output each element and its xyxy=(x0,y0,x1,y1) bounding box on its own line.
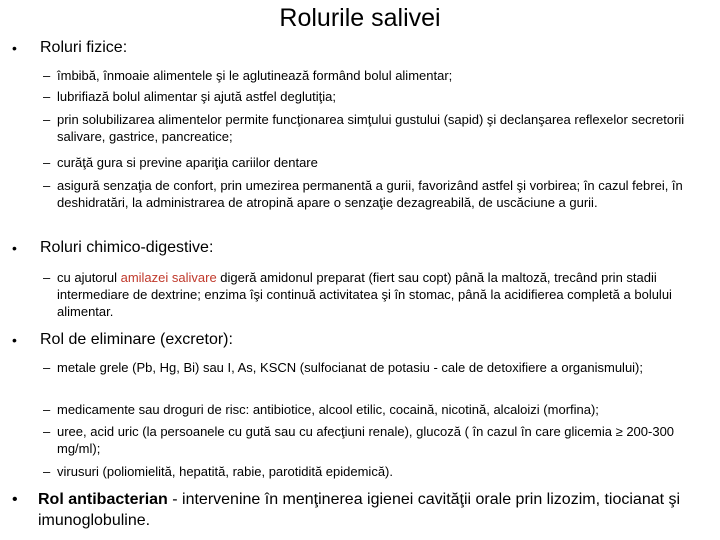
list-item: – uree, acid uric (la persoanele cu gută sau cu afecţiuni renale), glucoză ( în cazul în care glicemia ≥ 200-300 mg/ml); xyxy=(43,424,675,456)
bullet-icon: • xyxy=(12,332,17,348)
bullet-icon: • xyxy=(12,40,17,56)
list-item: – metale grele (Pb, Hg, Bi) sau I, As, KSCN (sulfocianat de potasiu - cale de detoxifiere a organismului); xyxy=(43,360,644,375)
dash-icon: – xyxy=(43,402,51,417)
bullet-icon: • xyxy=(12,491,18,508)
dash-icon: – xyxy=(43,178,51,193)
section-heading: Rol antibacterian xyxy=(38,491,168,508)
list-item: – medicamente sau droguri de risc: antibiotice, alcool etilic, cocaină, nicotină, alcaloizi (morfina); xyxy=(43,402,599,417)
dash-icon: – xyxy=(43,424,51,439)
dash-icon: – xyxy=(43,464,51,479)
dash-icon: – xyxy=(43,112,51,127)
dash-icon: – xyxy=(43,270,51,285)
section-heading: Roluri chimico-digestive: xyxy=(40,239,214,256)
dash-icon: – xyxy=(43,68,51,83)
list-item: – îmbibă, înmoaie alimentele şi le aglutinează formând bolul alimentar; xyxy=(43,68,453,83)
highlight-text: amilazei salivare xyxy=(120,270,217,285)
list-item: – prin solubilizarea alimentelor permite funcţionarea simţului gustului (sapid) şi declanşarea reflexelor secretorii salivare, gastrice, pancreatice; xyxy=(43,112,685,144)
bullet-icon: • xyxy=(12,240,17,256)
dash-icon: – xyxy=(43,89,51,104)
list-item: – lubrifiază bolul alimentar şi ajută astfel deglutiţia; xyxy=(43,89,336,104)
list-item: – cu ajutorul amilazei salivare digeră amidonul preparat (fiert sau copt) până la maltoză, trecând prin stadii intermediare de dextrine; enzima îşi continuă activitatea şi în stomac, până la acidifierea completă a bolului alimentar. xyxy=(43,270,672,319)
dash-icon: – xyxy=(43,155,51,170)
section-heading: Rol de eliminare (excretor): xyxy=(40,331,233,348)
section-text: - intervenine în menţinerea igienei cavităţii orale prin lizozim, tiocianat şi imunoglobuline. xyxy=(38,491,681,529)
list-item: – curăţă gura si previne apariţia cariilor dentare xyxy=(43,155,318,170)
dash-icon: – xyxy=(43,360,51,375)
list-item: – asigură senzaţia de confort, prin umezirea permanentă a gurii, favorizând astfel şi vorbirea; în cazul febrei, în deshidratări, la administrarea de atropină apare o senzaţie dezagreabilă, de uscăciune a gurii. xyxy=(43,178,683,210)
section-heading: Roluri fizice: xyxy=(40,39,128,56)
slide-title: Rolurile salivei xyxy=(279,4,441,32)
list-item: – virusuri (poliomielită, hepatită, rabie, parotidită epidemică). xyxy=(43,464,393,479)
